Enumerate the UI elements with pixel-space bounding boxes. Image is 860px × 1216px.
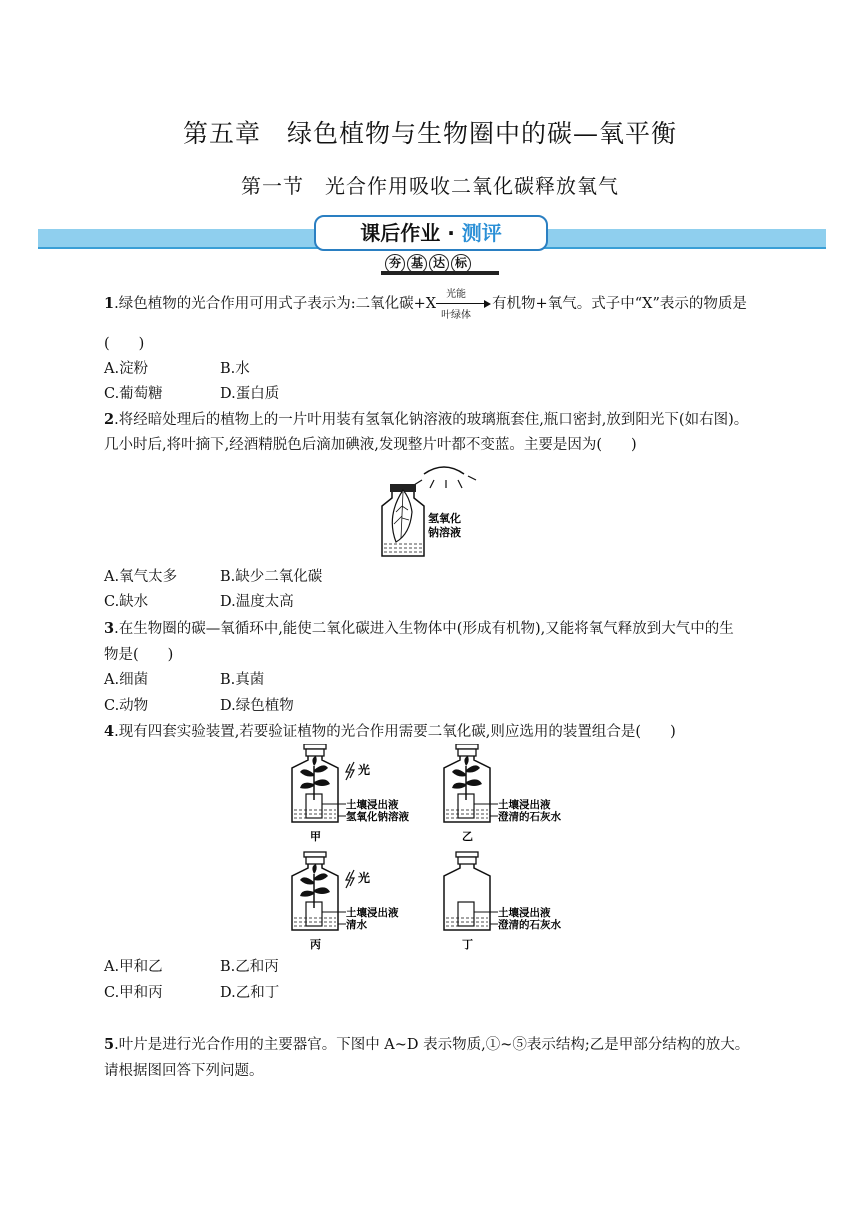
question-3-line2: 物是( ) [104, 647, 174, 663]
option-b: B.缺少二氧化碳 [220, 569, 323, 585]
setup-name: 甲 [310, 830, 321, 843]
setup-name: 乙 [462, 830, 473, 843]
option-b: B.乙和丙 [220, 959, 279, 975]
option-b: B.水 [220, 361, 250, 377]
light-label: 光 [358, 871, 371, 885]
badge-char: 达 [429, 254, 449, 274]
setup-label: 清水 [346, 919, 367, 931]
question-text: .将经暗处理后的植物上的一片叶用装有氢氧化钠溶液的玻璃瓶套住,瓶口密封,放到阳光下(如右图)。 [114, 412, 749, 428]
option-d: D.温度太高 [220, 594, 294, 610]
arrow-top-label: 光能 [446, 289, 467, 300]
section-title: 第一节 光合作用吸收二氧化碳释放氧气 [241, 174, 619, 198]
option-b: B.真菌 [220, 672, 265, 688]
question-text: 有机物+氧气。式子中“X”表示的物质是 [492, 296, 747, 312]
figure-label: 氢氧化 [428, 512, 461, 525]
question-text: .叶片是进行光合作用的主要器官。下图中 A~D 表示物质,①~⑤表示结构;乙是甲部分结构的放大。 [114, 1037, 750, 1053]
option-c: C.动物 [104, 698, 149, 714]
question-text: .现有四套实验装置,若要验证植物的光合作用需要二氧化碳,则应选用的装置组合是( ) [114, 724, 676, 740]
setup-label: 澄清的石灰水 [498, 811, 561, 823]
banner-dot: · [447, 221, 455, 245]
setup-label: 土壤浸出液 [346, 799, 399, 811]
question-number: 3 [104, 620, 115, 637]
question-3 [104, 619, 734, 639]
setup-label: 土壤浸出液 [498, 907, 551, 919]
question-1 [104, 289, 747, 321]
option-a: A.氧气太多 [104, 569, 178, 585]
setup-label: 土壤浸出液 [498, 799, 551, 811]
arrow-bottom-label: 叶绿体 [441, 310, 472, 321]
question-number: 2 [104, 411, 115, 428]
question-4 [104, 722, 676, 742]
option-a: A.细菌 [104, 672, 149, 688]
setup-name: 丙 [310, 938, 321, 951]
badge-char: 基 [407, 254, 427, 274]
option-c: C.甲和丙 [104, 985, 163, 1001]
question-2-line2: 几小时后,将叶摘下,经酒精脱色后滴加碘液,发现整片叶都不变蓝。主要是因为( ) [104, 437, 637, 453]
setup-label: 氢氧化钠溶液 [346, 811, 409, 823]
setup-label: 土壤浸出液 [346, 907, 399, 919]
banner-text-part2: 测评 [461, 221, 502, 245]
option-d: D.绿色植物 [220, 698, 294, 714]
question-number: 1 [104, 295, 115, 312]
figure-label: 钠溶液 [428, 526, 461, 539]
badge-char: 夯 [385, 254, 405, 274]
question-number: 5 [104, 1036, 115, 1053]
light-label: 光 [358, 763, 371, 777]
banner-text-part1: 课后作业 [360, 221, 441, 245]
option-c: C.葡萄糖 [104, 386, 163, 402]
question-text: .在生物圈的碳—氧循环中,能使二氧化碳进入生物体中(形成有机物),又能将氧气释放到大气中的生 [114, 621, 734, 637]
question-number: 4 [104, 723, 115, 740]
question-5 [104, 1035, 749, 1055]
homework-banner [314, 215, 548, 251]
option-c: C.缺水 [104, 594, 149, 610]
reaction-arrow [436, 289, 492, 321]
question-2 [104, 410, 748, 430]
bottle-leaf-figure [372, 458, 492, 562]
badge-char: 标 [451, 254, 471, 274]
answer-paren: ( ) [104, 336, 145, 352]
badge-underline [381, 271, 499, 275]
question-text: .绿色植物的光合作用可用式子表示为:二氧化碳+X [114, 296, 437, 312]
four-setups-figure [284, 744, 584, 952]
option-a: A.甲和乙 [104, 959, 163, 975]
setup-name: 丁 [462, 938, 473, 951]
option-a: A.淀粉 [104, 361, 149, 377]
question-5-line2: 请根据图回答下列问题。 [104, 1063, 264, 1079]
chapter-title: 第五章 绿色植物与生物圈中的碳—氧平衡 [182, 119, 677, 148]
option-d: D.蛋白质 [220, 386, 280, 402]
option-d: D.乙和丁 [220, 985, 280, 1001]
setup-label: 澄清的石灰水 [498, 919, 561, 931]
